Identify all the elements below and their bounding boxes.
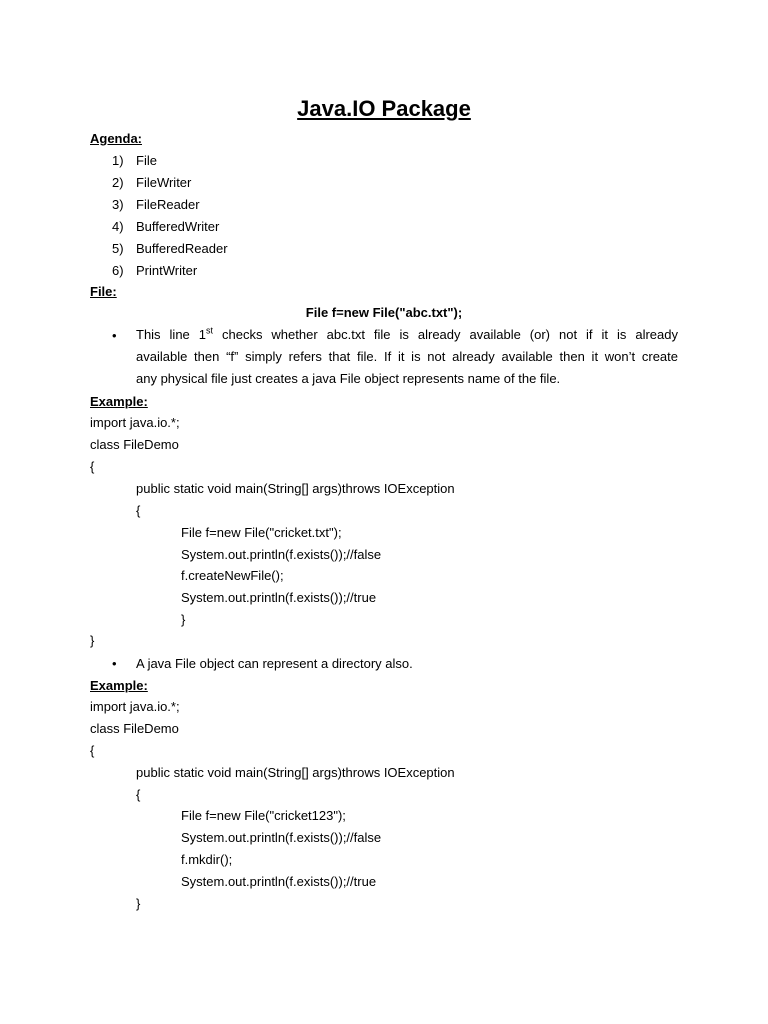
example1-heading: Example: (90, 394, 148, 409)
code-line: System.out.println(f.exists());//false (181, 547, 382, 562)
agenda-item-label: File (136, 153, 157, 168)
agenda-item-number: 1) (112, 153, 124, 168)
code-line: import java.io.*; (90, 415, 180, 430)
agenda-item (0, 174, 768, 192)
code-line: { (90, 459, 95, 474)
agenda-item-number: 2) (112, 175, 124, 190)
agenda-item (0, 262, 768, 280)
code-line: { (136, 787, 141, 802)
agenda-item-number: 6) (112, 263, 124, 278)
agenda-item-label: BufferedWriter (136, 219, 220, 234)
agenda-item-number: 5) (112, 241, 124, 256)
agenda-item-label: PrintWriter (136, 263, 198, 278)
agenda-item (0, 196, 768, 214)
code-line: File f=new File("cricket123"); (181, 808, 346, 823)
code-line: System.out.println(f.exists());//true (181, 590, 377, 605)
code-line: f.mkdir(); (181, 852, 233, 867)
code-line: System.out.println(f.exists());//true (181, 874, 377, 889)
example2-heading: Example: (90, 678, 148, 693)
code-line: class FileDemo (90, 437, 179, 452)
paragraph-text: checks whether abc.txt file is already available (or) not if it is already (213, 327, 678, 342)
agenda-item-label: FileWriter (136, 175, 192, 190)
paragraph-line: available then “f” simply refers that file. If it is not already available then it won’t create (136, 349, 678, 364)
paragraph-line: any physical file just creates a java File object represents name of the file. (136, 371, 561, 386)
bullet-dot: • (112, 656, 117, 671)
code-line: { (136, 503, 141, 518)
code-line: class FileDemo (90, 721, 179, 736)
bullet-dot: • (112, 328, 117, 343)
code-line: import java.io.*; (90, 699, 180, 714)
file-heading: File: (90, 284, 117, 299)
agenda-item (0, 240, 768, 258)
code-line: System.out.println(f.exists());//false (181, 830, 382, 845)
ordinal-suffix: st (205, 325, 213, 336)
code-line: } (181, 612, 186, 627)
directory-note: A java File object can represent a directory also. (136, 656, 413, 671)
agenda-item-label: FileReader (136, 197, 200, 212)
agenda-item (0, 152, 768, 170)
agenda-item (0, 218, 768, 236)
paragraph-text: This line 1 (136, 327, 206, 342)
code-line: { (90, 743, 95, 758)
agenda-item-label: BufferedReader (136, 241, 228, 256)
code-line: public static void main(String[] args)throws IOException (136, 481, 455, 496)
file-constructor-code: File f=new File("abc.txt"); (305, 305, 463, 320)
agenda-item-number: 3) (112, 197, 124, 212)
code-line: File f=new File("cricket.txt"); (181, 525, 342, 540)
code-line: } (136, 896, 141, 911)
agenda-heading: Agenda: (90, 131, 142, 146)
code-line: public static void main(String[] args)throws IOException (136, 765, 455, 780)
file-explanation-paragraph (136, 324, 678, 390)
paragraph-line (136, 324, 678, 346)
agenda-item-number: 4) (112, 219, 124, 234)
page-title: Java.IO Package (297, 96, 471, 121)
code-line: } (90, 633, 95, 648)
code-line: f.createNewFile(); (181, 568, 284, 583)
